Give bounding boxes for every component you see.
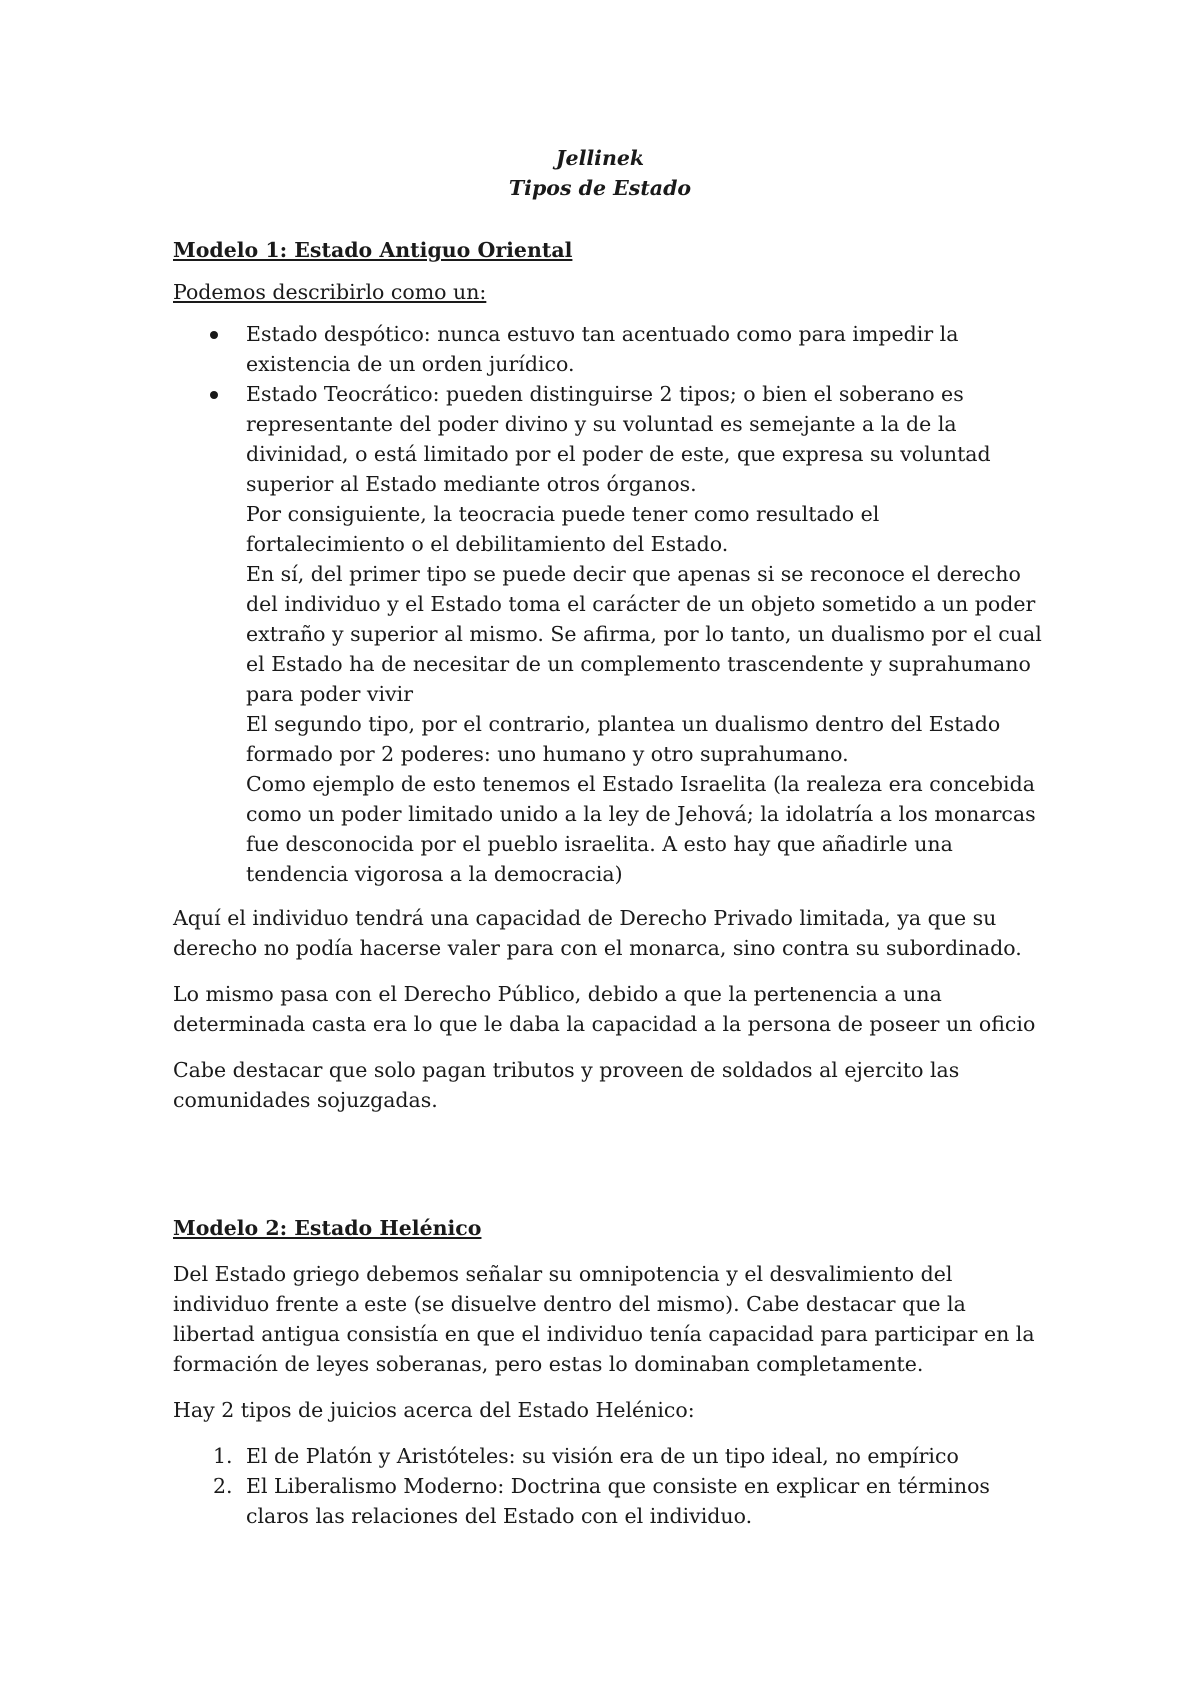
paragraph: Hay 2 tipos de juicios acerca del Estado Helénico: (173, 1398, 695, 1422)
list-item (173, 319, 1043, 379)
title-author: Jellinek (555, 146, 645, 170)
bullet-icon (210, 391, 218, 399)
paragraph: Cabe destacar que solo pagan tributos y proveen de soldados al ejercito las comunidades sojuzgadas. (173, 1058, 960, 1112)
paragraph: Lo mismo pasa con el Derecho Público, debido a que la pertenencia a una determinada casta era lo que le daba la capacidad a la persona de poseer un oficio (173, 982, 1036, 1036)
list-item (173, 1441, 1043, 1471)
section-heading: Modelo 2: Estado Helénico (173, 1216, 482, 1240)
section-model-1 (173, 235, 1043, 1115)
list-item (173, 379, 1043, 889)
list-number: 2. (213, 1474, 233, 1498)
bullet-icon (210, 331, 218, 339)
section-heading: Modelo 1: Estado Antiguo Oriental (173, 238, 573, 262)
list-item-text: En sí, del primer tipo se puede decir que apenas si se reconoce el derecho del individuo y el Estado toma el carácter de un objeto sometido a un poder extraño y superior al mismo. Se afirma, por lo tanto, un dualismo por el cual el Estado ha de necesitar de un complemento trascendente y suprahumano para poder vivir (246, 562, 1042, 706)
title-subtitle: Tipos de Estado (508, 176, 692, 200)
paragraph: Del Estado griego debemos señalar su omnipotencia y el desvalimiento del individuo frente a este (se disuelve dentro del mismo). Cabe destacar que la libertad antigua consistía en que el individuo tenía capacidad para participar en la formación de leyes soberanas, pero estas lo dominaban completamente. (173, 1262, 1035, 1376)
list-item-text: El Liberalismo Moderno: Doctrina que consiste en explicar en términos claros las relaciones del Estado con el individuo. (246, 1474, 990, 1528)
list-item-text: Estado Teocrático: pueden distinguirse 2 tipos; o bien el soberano es representante del poder divino y su voluntad es semejante a la de la divinidad, o está limitado por el poder de este, que expresa su voluntad superior al Estado mediante otros órganos. (246, 382, 991, 496)
bullet-list (173, 319, 1043, 889)
list-item-text: El de Platón y Aristóteles: su visión era de un tipo ideal, no empírico (246, 1444, 959, 1468)
list-item-text: Por consiguiente, la teocracia puede tener como resultado el fortalecimiento o el debilitamiento del Estado. (246, 502, 880, 556)
list-number: 1. (213, 1444, 233, 1468)
document-title (0, 143, 1200, 203)
numbered-list (173, 1441, 1043, 1531)
list-item-text: Estado despótico: nunca estuvo tan acentuado como para impedir la existencia de un orden jurídico. (246, 322, 959, 376)
list-item (173, 1471, 1043, 1531)
list-item-text: Como ejemplo de esto tenemos el Estado Israelita (la realeza era concebida como un poder limitado unido a la ley de Jehová; la idolatría a los monarcas fue desconocida por el pueblo israelita. A esto hay que añadirle una tendencia vigorosa a la democracia) (246, 772, 1036, 886)
list-item-text: El segundo tipo, por el contrario, plantea un dualismo dentro del Estado formado por 2 poderes: uno humano y otro suprahumano. (246, 712, 1001, 766)
paragraph: Aquí el individuo tendrá una capacidad de Derecho Privado limitada, ya que su derecho no podía hacerse valer para con el monarca, sino contra su subordinado. (173, 906, 1022, 960)
section-model-2 (173, 1213, 1043, 1531)
section-intro: Podemos describirlo como un: (173, 280, 487, 304)
